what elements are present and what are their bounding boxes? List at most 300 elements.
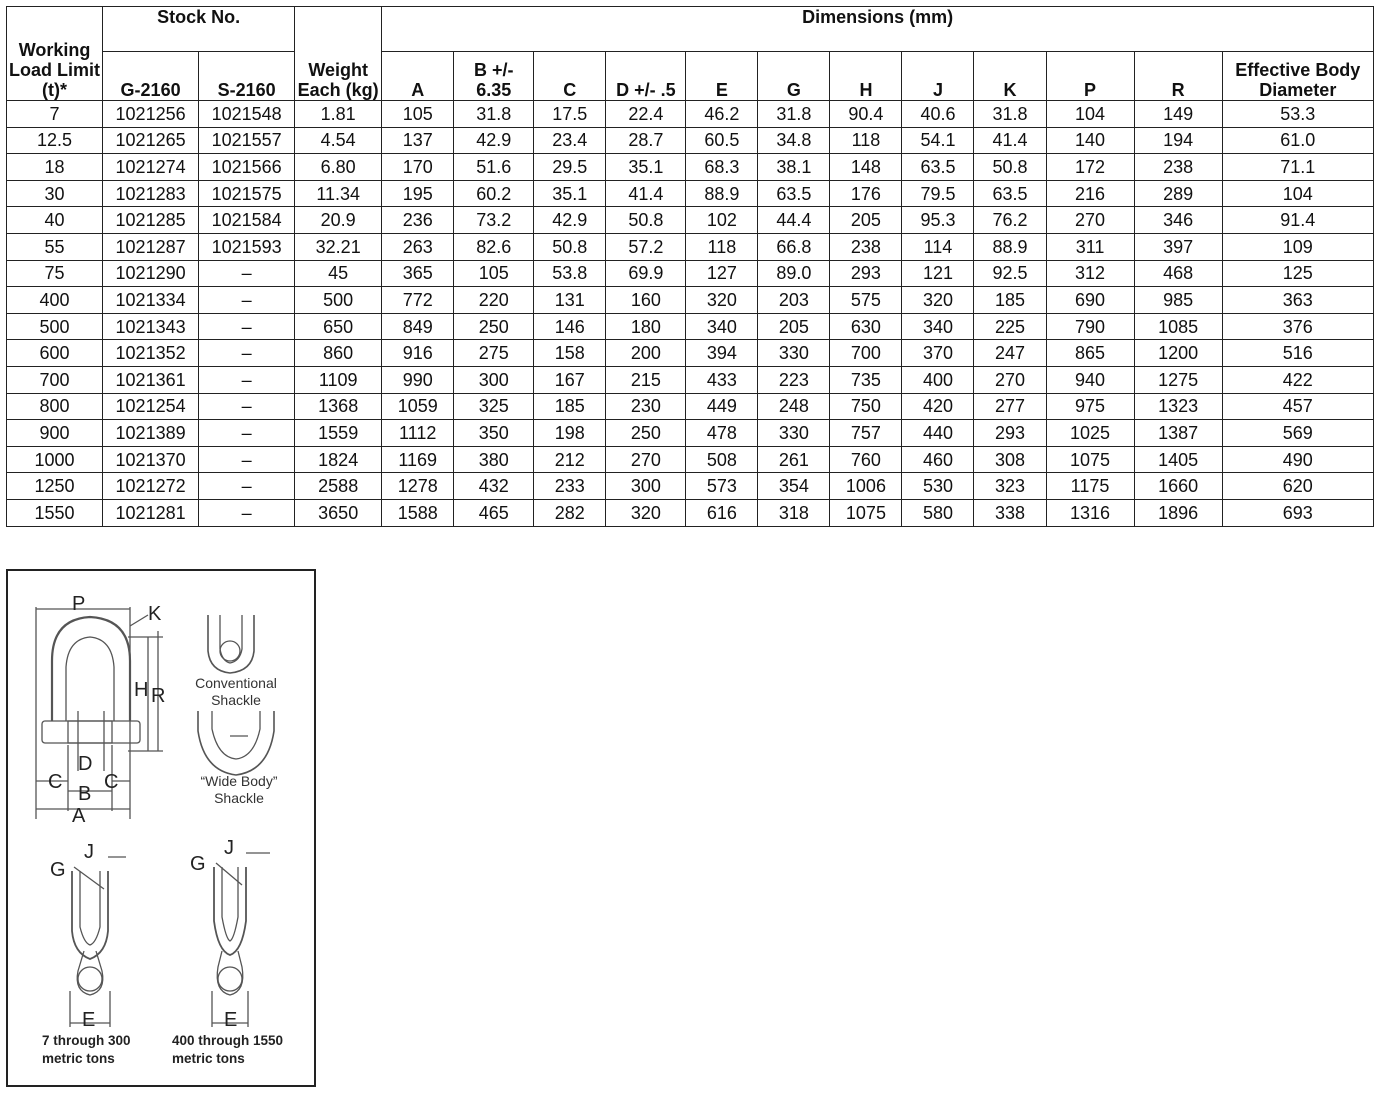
table-cell: 790 xyxy=(1046,313,1134,340)
header-dim-0: A xyxy=(382,52,454,101)
table-cell: 40 xyxy=(7,207,103,234)
table-row xyxy=(7,154,1374,181)
table-cell: 95.3 xyxy=(902,207,974,234)
table-cell: 318 xyxy=(758,499,830,526)
table-cell: 1316 xyxy=(1046,499,1134,526)
header-dim-1: B +/- 6.35 xyxy=(454,52,534,101)
label-h: H xyxy=(134,679,149,701)
table-cell: 104 xyxy=(1222,180,1373,207)
table-cell: 700 xyxy=(7,366,103,393)
table-cell: 248 xyxy=(758,393,830,420)
header-dim-3: D +/- .5 xyxy=(606,52,686,101)
table-cell: 216 xyxy=(1046,180,1134,207)
header-weight-each: Weight Each (kg) xyxy=(295,7,382,101)
table-cell: 350 xyxy=(454,420,534,447)
table-row xyxy=(7,499,1374,526)
table-cell: 1896 xyxy=(1134,499,1222,526)
table-cell: 118 xyxy=(686,233,758,260)
table-cell: 354 xyxy=(758,473,830,500)
table-cell: 30 xyxy=(7,180,103,207)
table-cell: 76.2 xyxy=(974,207,1046,234)
table-cell: 516 xyxy=(1222,340,1373,367)
table-cell: 223 xyxy=(758,366,830,393)
header-stock-no: Stock No. xyxy=(103,7,295,52)
note-7-through-300: 7 through 300 metric tons xyxy=(42,1033,131,1066)
table-cell: 277 xyxy=(974,393,1046,420)
table-cell: 1112 xyxy=(382,420,454,447)
table-cell: 365 xyxy=(382,260,454,287)
table-cell: 757 xyxy=(830,420,902,447)
table-cell: 573 xyxy=(686,473,758,500)
label-d: D xyxy=(78,753,93,775)
table-cell: 985 xyxy=(1134,287,1222,314)
table-cell: 465 xyxy=(454,499,534,526)
label-j-right: J xyxy=(224,837,234,859)
table-cell: 50.8 xyxy=(534,233,606,260)
table-cell: 233 xyxy=(534,473,606,500)
conventional-shackle-label: Conventional Shackle xyxy=(195,675,277,708)
table-cell: 247 xyxy=(974,340,1046,367)
table-cell: 440 xyxy=(902,420,974,447)
table-cell: – xyxy=(199,473,295,500)
table-cell: 57.2 xyxy=(606,233,686,260)
table-cell: 66.8 xyxy=(758,233,830,260)
table-cell: 433 xyxy=(686,366,758,393)
table-cell: 176 xyxy=(830,180,902,207)
table-cell: 530 xyxy=(902,473,974,500)
table-cell: 205 xyxy=(830,207,902,234)
table-cell: 1021254 xyxy=(103,393,199,420)
table-cell: 1021283 xyxy=(103,180,199,207)
table-cell: 1021575 xyxy=(199,180,295,207)
table-cell: 225 xyxy=(974,313,1046,340)
table-cell: 1021548 xyxy=(199,101,295,128)
table-cell: 2588 xyxy=(295,473,382,500)
table-cell: 1824 xyxy=(295,446,382,473)
table-cell: 20.9 xyxy=(295,207,382,234)
table-cell: 320 xyxy=(606,499,686,526)
table-cell: 125 xyxy=(1222,260,1373,287)
table-cell: 478 xyxy=(686,420,758,447)
table-cell: 7 xyxy=(7,101,103,128)
table-cell: 1550 xyxy=(7,499,103,526)
table-row xyxy=(7,393,1374,420)
table-cell: 38.1 xyxy=(758,154,830,181)
table-cell: 282 xyxy=(534,499,606,526)
table-cell: 41.4 xyxy=(974,127,1046,154)
table-cell: 460 xyxy=(902,446,974,473)
table-cell: 397 xyxy=(1134,233,1222,260)
table-cell: 92.5 xyxy=(974,260,1046,287)
table-cell: 69.9 xyxy=(606,260,686,287)
table-cell: 160 xyxy=(606,287,686,314)
table-cell: 51.6 xyxy=(454,154,534,181)
table-cell: 68.3 xyxy=(686,154,758,181)
table-cell: 1021584 xyxy=(199,207,295,234)
table-cell: 320 xyxy=(686,287,758,314)
table-cell: 53.3 xyxy=(1222,101,1373,128)
table-cell: 261 xyxy=(758,446,830,473)
table-cell: – xyxy=(199,446,295,473)
header-dim-11: Effective Body Diameter xyxy=(1222,52,1373,101)
table-cell: 220 xyxy=(454,287,534,314)
table-row xyxy=(7,207,1374,234)
table-cell: 6.80 xyxy=(295,154,382,181)
table-cell: 1021361 xyxy=(103,366,199,393)
table-cell: 270 xyxy=(974,366,1046,393)
table-row xyxy=(7,366,1374,393)
table-cell: 79.5 xyxy=(902,180,974,207)
table-cell: 1175 xyxy=(1046,473,1134,500)
table-cell: 1021265 xyxy=(103,127,199,154)
table-cell: 1021285 xyxy=(103,207,199,234)
table-cell: 432 xyxy=(454,473,534,500)
table-cell: 394 xyxy=(686,340,758,367)
table-row xyxy=(7,127,1374,154)
table-cell: 293 xyxy=(974,420,1046,447)
table-cell: 105 xyxy=(382,101,454,128)
table-cell: 88.9 xyxy=(686,180,758,207)
table-cell: 230 xyxy=(606,393,686,420)
table-cell: 340 xyxy=(686,313,758,340)
table-cell: 1588 xyxy=(382,499,454,526)
label-c-right: C xyxy=(104,771,119,793)
header-dim-5: G xyxy=(758,52,830,101)
table-cell: 600 xyxy=(7,340,103,367)
table-cell: 320 xyxy=(902,287,974,314)
table-cell: 308 xyxy=(974,446,1046,473)
table-cell: 250 xyxy=(454,313,534,340)
label-a: A xyxy=(72,805,86,827)
table-cell: 1021334 xyxy=(103,287,199,314)
table-cell: 46.2 xyxy=(686,101,758,128)
table-cell: 400 xyxy=(902,366,974,393)
table-cell: 849 xyxy=(382,313,454,340)
table-cell: 88.9 xyxy=(974,233,1046,260)
table-cell: 250 xyxy=(606,420,686,447)
table-cell: 23.4 xyxy=(534,127,606,154)
table-cell: 91.4 xyxy=(1222,207,1373,234)
table-cell: 270 xyxy=(1046,207,1134,234)
table-cell: 60.5 xyxy=(686,127,758,154)
table-cell: 42.9 xyxy=(534,207,606,234)
table-cell: 1075 xyxy=(1046,446,1134,473)
table-cell: 167 xyxy=(534,366,606,393)
table-cell: 71.1 xyxy=(1222,154,1373,181)
table-cell: 198 xyxy=(534,420,606,447)
table-cell: 1021343 xyxy=(103,313,199,340)
table-cell: 11.34 xyxy=(295,180,382,207)
table-cell: 1075 xyxy=(830,499,902,526)
table-cell: 127 xyxy=(686,260,758,287)
table-cell: 900 xyxy=(7,420,103,447)
table-cell: 263 xyxy=(382,233,454,260)
table-cell: 200 xyxy=(606,340,686,367)
table-cell: 275 xyxy=(454,340,534,367)
table-cell: 148 xyxy=(830,154,902,181)
table-cell: – xyxy=(199,420,295,447)
table-cell: 1323 xyxy=(1134,393,1222,420)
table-cell: 1021557 xyxy=(199,127,295,154)
label-r: R xyxy=(151,685,166,707)
header-dim-10: R xyxy=(1134,52,1222,101)
table-cell: 50.8 xyxy=(606,207,686,234)
table-row xyxy=(7,473,1374,500)
table-cell: 323 xyxy=(974,473,1046,500)
label-j-left: J xyxy=(84,841,94,863)
wide-body-shackle-label: “Wide Body” Shackle xyxy=(200,773,278,806)
header-dim-2: C xyxy=(534,52,606,101)
table-cell: 149 xyxy=(1134,101,1222,128)
table-cell: 1021281 xyxy=(103,499,199,526)
header-dim-4: E xyxy=(686,52,758,101)
label-k: K xyxy=(148,603,162,625)
table-cell: 1387 xyxy=(1134,420,1222,447)
table-cell: 400 xyxy=(7,287,103,314)
label-p: P xyxy=(72,593,86,615)
table-cell: 212 xyxy=(534,446,606,473)
table-cell: 109 xyxy=(1222,233,1373,260)
table-cell: 180 xyxy=(606,313,686,340)
table-cell: 54.1 xyxy=(902,127,974,154)
table-cell: 114 xyxy=(902,233,974,260)
table-cell: 735 xyxy=(830,366,902,393)
table-cell: 370 xyxy=(902,340,974,367)
table-cell: 312 xyxy=(1046,260,1134,287)
table-cell: 940 xyxy=(1046,366,1134,393)
table-cell: 63.5 xyxy=(758,180,830,207)
table-row xyxy=(7,260,1374,287)
table-cell: 238 xyxy=(830,233,902,260)
label-g-left: G xyxy=(50,859,66,881)
table-cell: 28.7 xyxy=(606,127,686,154)
table-row xyxy=(7,340,1374,367)
table-cell: 82.6 xyxy=(454,233,534,260)
table-cell: 490 xyxy=(1222,446,1373,473)
table-cell: 194 xyxy=(1134,127,1222,154)
table-cell: 690 xyxy=(1046,287,1134,314)
table-cell: – xyxy=(199,340,295,367)
table-cell: 1368 xyxy=(295,393,382,420)
table-cell: 330 xyxy=(758,420,830,447)
table-cell: 34.8 xyxy=(758,127,830,154)
table-cell: 63.5 xyxy=(902,154,974,181)
table-cell: 468 xyxy=(1134,260,1222,287)
table-cell: 118 xyxy=(830,127,902,154)
table-cell: – xyxy=(199,313,295,340)
table-cell: 975 xyxy=(1046,393,1134,420)
table-cell: 616 xyxy=(686,499,758,526)
table-row xyxy=(7,420,1374,447)
table-cell: 916 xyxy=(382,340,454,367)
table-cell: 293 xyxy=(830,260,902,287)
table-row xyxy=(7,180,1374,207)
table-cell: 18 xyxy=(7,154,103,181)
table-cell: 4.54 xyxy=(295,127,382,154)
table-cell: 146 xyxy=(534,313,606,340)
table-cell: 1085 xyxy=(1134,313,1222,340)
label-e-left: E xyxy=(82,1009,96,1031)
table-cell: 1275 xyxy=(1134,366,1222,393)
table-cell: 508 xyxy=(686,446,758,473)
table-row xyxy=(7,313,1374,340)
table-cell: 1021566 xyxy=(199,154,295,181)
table-cell: 55 xyxy=(7,233,103,260)
table-cell: 449 xyxy=(686,393,758,420)
table-cell: 500 xyxy=(295,287,382,314)
table-cell: – xyxy=(199,260,295,287)
header-dim-9: P xyxy=(1046,52,1134,101)
note-400-through-1550: 400 through 1550 metric tons xyxy=(172,1033,284,1066)
table-row xyxy=(7,101,1374,128)
table-cell: 102 xyxy=(686,207,758,234)
table-cell: 31.8 xyxy=(454,101,534,128)
table-cell: 422 xyxy=(1222,366,1373,393)
table-cell: 860 xyxy=(295,340,382,367)
table-row xyxy=(7,287,1374,314)
table-cell: 1021352 xyxy=(103,340,199,367)
table-cell: 32.21 xyxy=(295,233,382,260)
table-cell: 376 xyxy=(1222,313,1373,340)
table-cell: 35.1 xyxy=(606,154,686,181)
table-cell: 693 xyxy=(1222,499,1373,526)
table-cell: 289 xyxy=(1134,180,1222,207)
table-cell: 1025 xyxy=(1046,420,1134,447)
table-cell: 650 xyxy=(295,313,382,340)
table-cell: 63.5 xyxy=(974,180,1046,207)
table-cell: 73.2 xyxy=(454,207,534,234)
table-cell: 1200 xyxy=(1134,340,1222,367)
table-cell: 31.8 xyxy=(974,101,1046,128)
table-body xyxy=(7,101,1374,527)
table-cell: – xyxy=(199,499,295,526)
table-cell: 620 xyxy=(1222,473,1373,500)
table-cell: 630 xyxy=(830,313,902,340)
table-cell: 760 xyxy=(830,446,902,473)
table-cell: 185 xyxy=(534,393,606,420)
table-cell: 580 xyxy=(902,499,974,526)
table-cell: 41.4 xyxy=(606,180,686,207)
table-cell: 750 xyxy=(830,393,902,420)
header-g2160: G-2160 xyxy=(103,52,199,101)
header-dim-7: J xyxy=(902,52,974,101)
table-cell: 311 xyxy=(1046,233,1134,260)
table-cell: 1559 xyxy=(295,420,382,447)
table-cell: 170 xyxy=(382,154,454,181)
table-cell: 40.6 xyxy=(902,101,974,128)
table-cell: 75 xyxy=(7,260,103,287)
table-cell: 800 xyxy=(7,393,103,420)
table-cell: – xyxy=(199,366,295,393)
table-cell: 1278 xyxy=(382,473,454,500)
table-cell: 203 xyxy=(758,287,830,314)
table-cell: 12.5 xyxy=(7,127,103,154)
header-working-load-limit: Working Load Limit (t)* xyxy=(7,7,103,101)
table-row xyxy=(7,446,1374,473)
table-cell: 45 xyxy=(295,260,382,287)
table-cell: 238 xyxy=(1134,154,1222,181)
label-e-right: E xyxy=(224,1009,238,1031)
table-row xyxy=(7,233,1374,260)
table-cell: 44.4 xyxy=(758,207,830,234)
table-cell: 29.5 xyxy=(534,154,606,181)
shackle-drawing xyxy=(8,571,318,1089)
header-dim-8: K xyxy=(974,52,1046,101)
table-cell: 990 xyxy=(382,366,454,393)
table-cell: 172 xyxy=(1046,154,1134,181)
table-cell: 1660 xyxy=(1134,473,1222,500)
table-cell: 500 xyxy=(7,313,103,340)
label-g-right: G xyxy=(190,853,206,875)
table-cell: 236 xyxy=(382,207,454,234)
table-cell: 325 xyxy=(454,393,534,420)
table-cell: 1021274 xyxy=(103,154,199,181)
table-cell: 42.9 xyxy=(454,127,534,154)
table-cell: 205 xyxy=(758,313,830,340)
table-cell: – xyxy=(199,287,295,314)
table-cell: 131 xyxy=(534,287,606,314)
table-cell: 31.8 xyxy=(758,101,830,128)
table-cell: 1059 xyxy=(382,393,454,420)
table-cell: 1021593 xyxy=(199,233,295,260)
table-cell: 346 xyxy=(1134,207,1222,234)
table-cell: 338 xyxy=(974,499,1046,526)
table-cell: 1021272 xyxy=(103,473,199,500)
table-cell: 3650 xyxy=(295,499,382,526)
table-cell: 1.81 xyxy=(295,101,382,128)
header-s2160: S-2160 xyxy=(199,52,295,101)
table-cell: 121 xyxy=(902,260,974,287)
table-cell: 380 xyxy=(454,446,534,473)
table-cell: 1021389 xyxy=(103,420,199,447)
table-cell: 1006 xyxy=(830,473,902,500)
table-cell: 89.0 xyxy=(758,260,830,287)
table-cell: 104 xyxy=(1046,101,1134,128)
table-cell: 1405 xyxy=(1134,446,1222,473)
table-cell: 363 xyxy=(1222,287,1373,314)
table-cell: 61.0 xyxy=(1222,127,1373,154)
table-cell: 140 xyxy=(1046,127,1134,154)
table-cell: 575 xyxy=(830,287,902,314)
header-dim-6: H xyxy=(830,52,902,101)
header-dimensions: Dimensions (mm) xyxy=(382,7,1374,52)
table-cell: 772 xyxy=(382,287,454,314)
shackle-spec-table xyxy=(6,6,1374,527)
table-cell: 215 xyxy=(606,366,686,393)
table-cell: 53.8 xyxy=(534,260,606,287)
table-cell: 270 xyxy=(606,446,686,473)
table-cell: 60.2 xyxy=(454,180,534,207)
shackle-diagram xyxy=(6,569,316,1087)
table-cell: 1250 xyxy=(7,473,103,500)
table-cell: 195 xyxy=(382,180,454,207)
table-cell: 17.5 xyxy=(534,101,606,128)
table-cell: 300 xyxy=(606,473,686,500)
table-cell: 569 xyxy=(1222,420,1373,447)
table-cell: 137 xyxy=(382,127,454,154)
table-cell: 1021290 xyxy=(103,260,199,287)
table-cell: 50.8 xyxy=(974,154,1046,181)
table-cell: 105 xyxy=(454,260,534,287)
table-cell: 90.4 xyxy=(830,101,902,128)
table-cell: 158 xyxy=(534,340,606,367)
table-cell: 457 xyxy=(1222,393,1373,420)
label-b: B xyxy=(78,783,92,805)
table-cell: 300 xyxy=(454,366,534,393)
table-cell: 330 xyxy=(758,340,830,367)
table-cell: 22.4 xyxy=(606,101,686,128)
table-cell: 1021370 xyxy=(103,446,199,473)
